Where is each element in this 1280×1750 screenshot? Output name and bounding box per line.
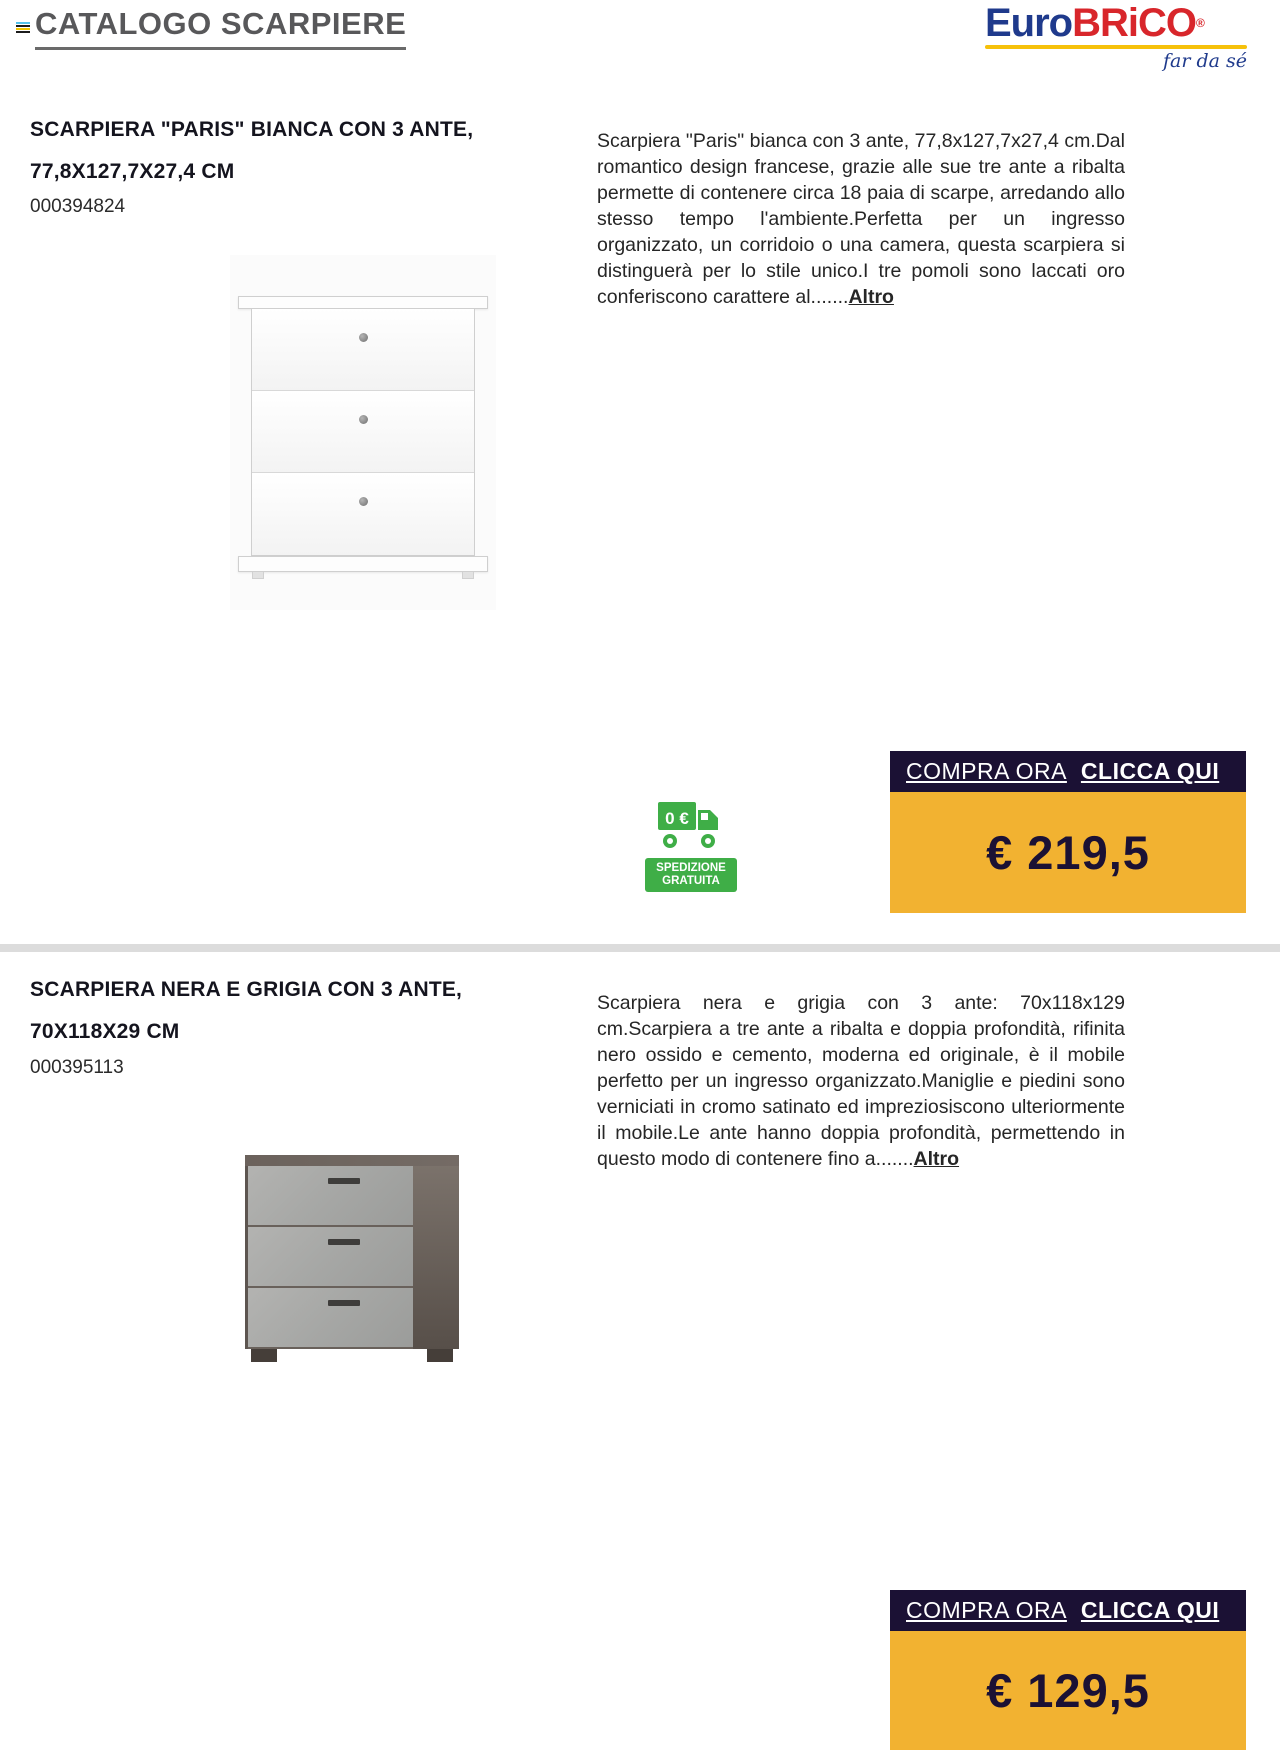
white-cabinet-illustration	[238, 296, 488, 579]
logo-euro-text: Euro	[985, 1, 1073, 45]
product2-title-line1: SCARPIERA NERA E GRIGIA CON 3 ANTE,	[30, 978, 463, 1001]
product1-more-link[interactable]: Altro	[848, 286, 894, 308]
buy-now-label: COMPRA ORA	[906, 1597, 1067, 1623]
door-handle	[328, 1239, 360, 1245]
product2-code: 000395113	[30, 1057, 124, 1078]
logo-wordmark	[985, 2, 1247, 44]
product1-title-line2: 77,8X127,7X27,4 CM	[30, 160, 235, 183]
click-here-label[interactable]: CLICCA QUI	[1080, 758, 1220, 784]
cabinet-body	[245, 1166, 459, 1349]
product1-price: € 219,5	[890, 792, 1246, 913]
free-shipping-line1: SPEDIZIONE	[656, 862, 726, 874]
product1-description	[597, 128, 1125, 310]
cabinet-foot	[462, 572, 474, 579]
logo-tagline: far da sé	[1162, 50, 1247, 72]
product2-more-link[interactable]: Altro	[913, 1148, 960, 1170]
cabinet-door	[252, 309, 474, 391]
door-knob	[359, 497, 368, 506]
product2-pricebox	[890, 1590, 1246, 1750]
product1-title-line1: SCARPIERA "PARIS" BIANCA CON 3 ANTE,	[30, 118, 474, 141]
product1-description-text: Scarpiera "Paris" bianca con 3 ante, 77,8x127,7x27,4 cm.Dal romantico design francese, grazie alle sue tre ante a ribalta permette di contenere circa 18 paia di scarpe, arredando allo stesso tempo l'ambiente.Perfetta per un ingresso organizzato, un corridoio o una camera, questa scarpiera si distinguerà per lo stile unico.I tre pomoli sono laccati oro conferiscono carattere al.......	[597, 130, 1125, 308]
cabinet-door	[252, 391, 474, 473]
product1-image	[230, 255, 496, 610]
product2-buy-now-button[interactable]	[890, 1590, 1246, 1631]
cabinet-door	[248, 1166, 413, 1227]
door-handle	[328, 1178, 360, 1184]
product2-description	[597, 990, 1125, 1172]
door-knob	[359, 333, 368, 342]
logo-underline	[985, 45, 1247, 49]
cabinet-top-molding	[238, 296, 488, 309]
free-shipping-line2: GRATUITA	[662, 875, 720, 887]
cabinet-side-panel	[413, 1166, 459, 1349]
cabinet-door	[252, 473, 474, 555]
cabinet-foot	[427, 1349, 453, 1362]
cabinet-body	[251, 309, 475, 556]
door-knob	[359, 415, 368, 424]
product2-title-line2: 70X118X29 CM	[30, 1020, 180, 1043]
product1-free-shipping	[645, 800, 737, 892]
cabinet-door	[248, 1288, 413, 1349]
cabinet-foot	[251, 1349, 277, 1362]
page-marker-icon	[16, 22, 30, 34]
registered-mark: ®	[1196, 16, 1204, 30]
product2-price: € 129,5	[890, 1631, 1246, 1750]
cabinet-feet	[238, 572, 488, 579]
cabinet-top-board	[245, 1155, 459, 1166]
free-shipping-truck-icon	[656, 800, 726, 850]
buy-now-label: COMPRA ORA	[906, 758, 1067, 784]
section-divider	[0, 944, 1280, 952]
grey-cabinet-illustration	[245, 1155, 459, 1362]
cabinet-door	[248, 1227, 413, 1288]
product1-code: 000394824	[30, 196, 126, 217]
cabinet-base-molding	[238, 556, 488, 572]
cabinet-foot	[252, 572, 264, 579]
logo-brico-text: BRiCO	[1072, 1, 1197, 45]
page-title: CATALOGO SCARPIERE	[35, 6, 406, 50]
product2-description-text: Scarpiera nera e grigia con 3 ante: 70x118x129 cm.Scarpiera a tre ante a ribalta e doppia profondità, rifinita nero ossido e cemento, moderna ed originale, è il mobile perfetto per un ingresso organizzato.Maniglie e piedini sono verniciati in cromo satinato ed impreziosiscono ulteriormente il mobile.Le ante hanno doppia profondità, permettendo in questo modo di contenere fino a.......	[597, 992, 1125, 1170]
product2-image	[200, 1060, 480, 1380]
product1-buy-now-button[interactable]	[890, 751, 1246, 792]
eurobrico-logo[interactable]	[985, 2, 1247, 72]
product1-pricebox	[890, 751, 1246, 913]
truck-zero-euro-label: 0 €	[665, 809, 689, 828]
cabinet-feet	[245, 1349, 459, 1362]
free-shipping-badge	[645, 858, 737, 892]
door-handle	[328, 1300, 360, 1306]
click-here-label[interactable]: CLICCA QUI	[1080, 1597, 1220, 1623]
cabinet-doors	[245, 1166, 413, 1349]
